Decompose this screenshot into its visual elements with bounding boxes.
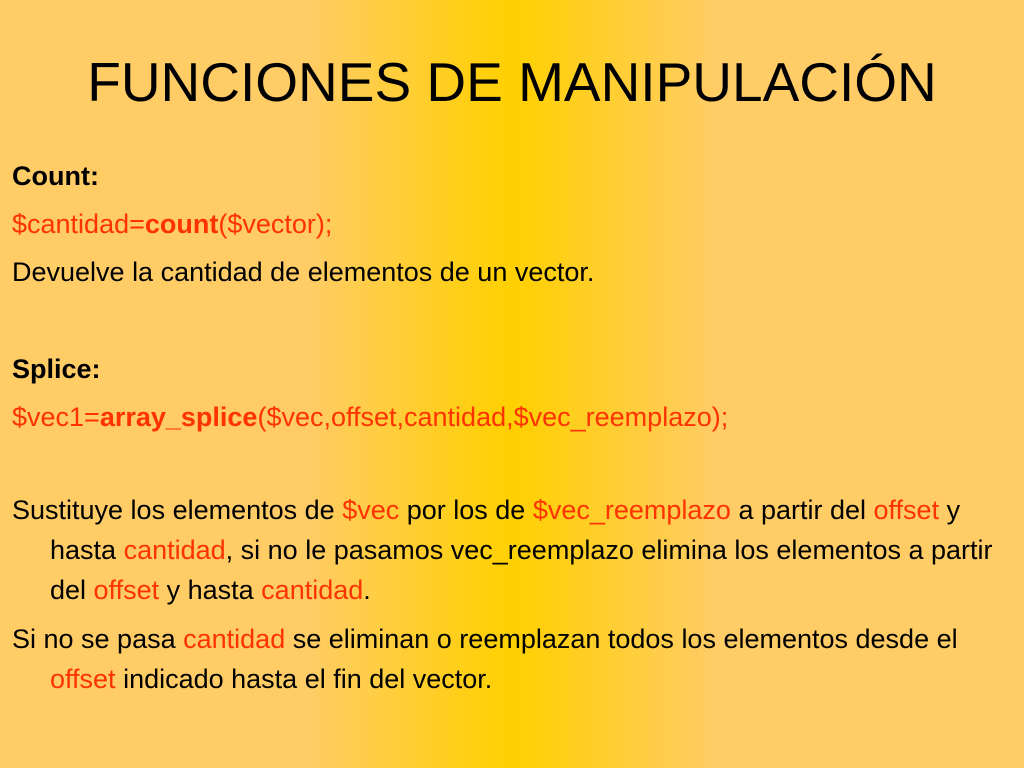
slide-title: FUNCIONES DE MANIPULACIÓN: [87, 51, 937, 113]
p2-text-1: Si no se pasa: [12, 624, 184, 654]
splice-code-prefix: $vec1=: [12, 402, 100, 432]
splice-label: Splice:: [12, 354, 101, 384]
count-code-suffix: ($vector);: [218, 209, 333, 239]
p1-highlight-cantidad: cantidad: [123, 535, 226, 565]
count-code-line: [12, 200, 1012, 248]
p2-text-2: se eliminan o reemplazan todos los elementos desde el: [285, 624, 958, 654]
count-description: Devuelve la cantidad de elementos de un vector.: [12, 257, 595, 287]
p2-highlight-cantidad: cantidad: [183, 624, 286, 654]
p1-text-1: Sustituye los elementos de: [12, 495, 343, 525]
p1-text-7: .: [363, 575, 371, 605]
cantidad-note-paragraph: [12, 619, 1012, 699]
p1-highlight-vec: $vec: [342, 495, 400, 525]
p1-text-3: a partir del: [730, 495, 874, 525]
count-label: Count:: [12, 161, 99, 191]
p1-text-4: y hasta: [50, 495, 961, 565]
slide-content: [12, 152, 1012, 699]
section-spacer: [12, 296, 1012, 345]
splice-code-line: [12, 393, 1012, 441]
p1-highlight-vec-reemplazo: $vec_reemplazo: [532, 495, 731, 525]
p1-highlight-cantidad-2: cantidad: [261, 575, 364, 605]
p1-highlight-offset-2: offset: [93, 575, 160, 605]
splice-code-function: array_splice: [99, 402, 258, 432]
count-code-prefix: $cantidad=: [12, 209, 145, 239]
count-code-function: count: [144, 209, 219, 239]
p2-text-3: indicado hasta el fin del vector.: [115, 664, 493, 694]
p1-text-6: y hasta: [159, 575, 262, 605]
section-spacer-2: [12, 441, 1012, 490]
splice-code-suffix: ($vec,offset,cantidad,$vec_reemplazo);: [257, 402, 729, 432]
p1-text-2: por los de: [399, 495, 533, 525]
splice-description-paragraph: [12, 490, 1012, 610]
p1-text-5: , si no le pasamos vec_reemplazo elimina los elementos a partir del: [50, 535, 993, 605]
p2-highlight-offset: offset: [50, 664, 116, 694]
p1-highlight-offset: offset: [873, 495, 940, 525]
